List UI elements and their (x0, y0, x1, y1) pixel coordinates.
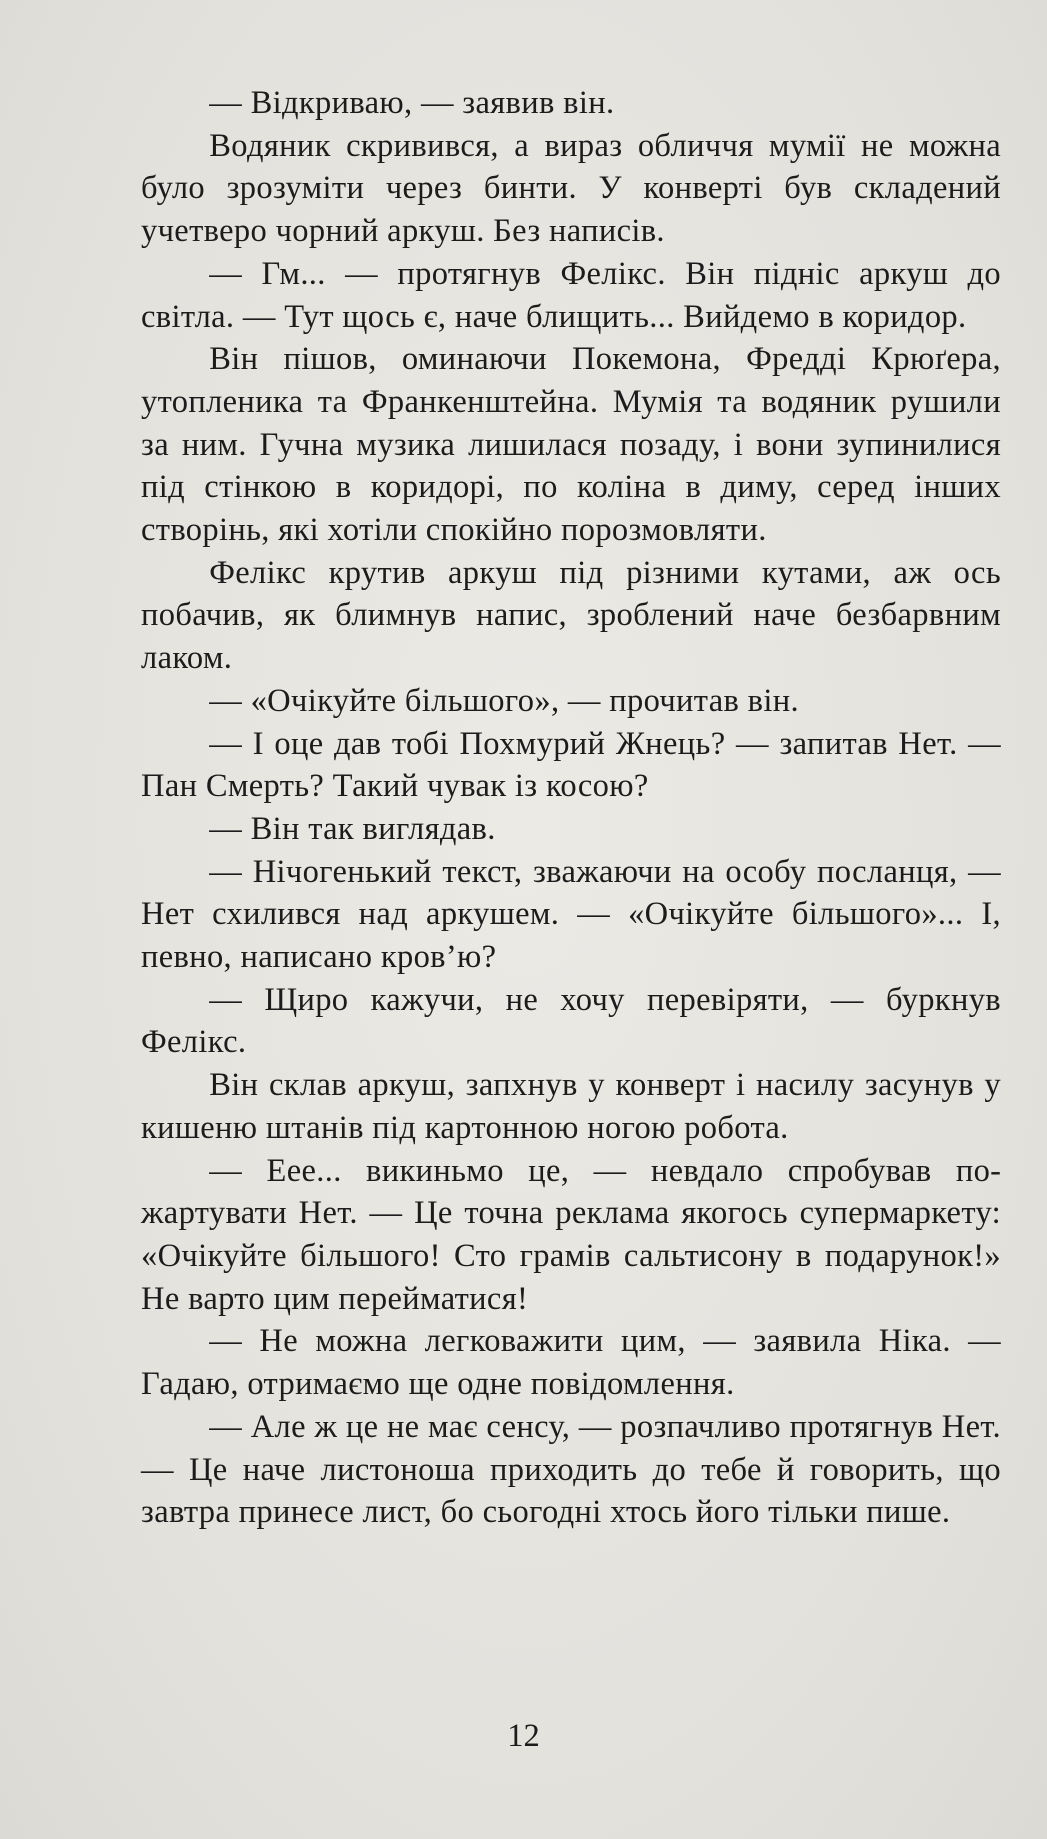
body-text (141, 82, 1001, 1534)
paragraph: Він склав аркуш, запхнув у конверт і насилу засунув у кишеню штанів під картонною ногою робота. (141, 1067, 1001, 1146)
paragraph: — «Очікуйте більшого», — прочитав він. (209, 682, 799, 719)
paragraph: — І оце дав тобі Похмурий Жнець? — запитав Нет. — Пан Смерть? Такий чувак із косою? (141, 725, 1001, 805)
paragraph: — Нічогенький текст, зважаючи на особу посланця, — Нет схилився над аркушем. — «Очікуйте більшого»... І, певно, написано кров’ю? (141, 853, 1001, 976)
paragraph: — Відкриваю, — заявив він. (209, 85, 615, 121)
paragraph: Водяник скривився, а вираз обличчя мумії не можна було зрозуміти через бинти. У конверті був складений учетверо чорний аркуш. Без написів. (141, 127, 1001, 250)
paragraph: — Щиро кажучи, не хочу перевіряти, — буркнув Фелікс. (141, 981, 1001, 1061)
page-number: 12 (507, 1718, 540, 1754)
paragraph: Фелікс крутив аркуш під різними кутами, аж ось побачив, як блимнув напис, зроблений наче безбарвним лаком. (141, 554, 1001, 677)
paragraph: Він пішов, оминаючи Покемона, Фредді Крюґера, утопленика та Франкенштейна. Мумія та водяник рушили за ним. Гучна музика лишилася позаду, і вони зупинилися під стінкою в коридорі, по коліна в диму, серед інших створінь, які хотіли спокійно порозмовляти. (141, 341, 1001, 549)
paragraph: — Але ж це не має сенсу, — розпачливо протягнув Нет. — Це наче листоноша приходить до тебе й говорить, що завтра принесе лист, бо сьогодні хтось його тільки пише. (141, 1408, 1001, 1531)
paragraph: — Не можна легковажити цим, — заявила Ніка. — Гадаю, отримаємо ще одне повідомлення. (141, 1323, 1001, 1403)
paragraph: — Гм... — протягнув Фелікс. Він підніс аркуш до світла. — Тут щось є, наче блищить... Вийдемо в коридор. (141, 255, 1001, 335)
paragraph: — Еее... викиньмо це, — невдало спробував пожартувати Нет. — Це точна реклама якогось супермаркету: «Очікуйте більшого! Сто грамів сальтисону в подарунок!» Не варто цим перейматися! (141, 1152, 1001, 1317)
paragraph: — Він так виглядав. (209, 810, 496, 847)
